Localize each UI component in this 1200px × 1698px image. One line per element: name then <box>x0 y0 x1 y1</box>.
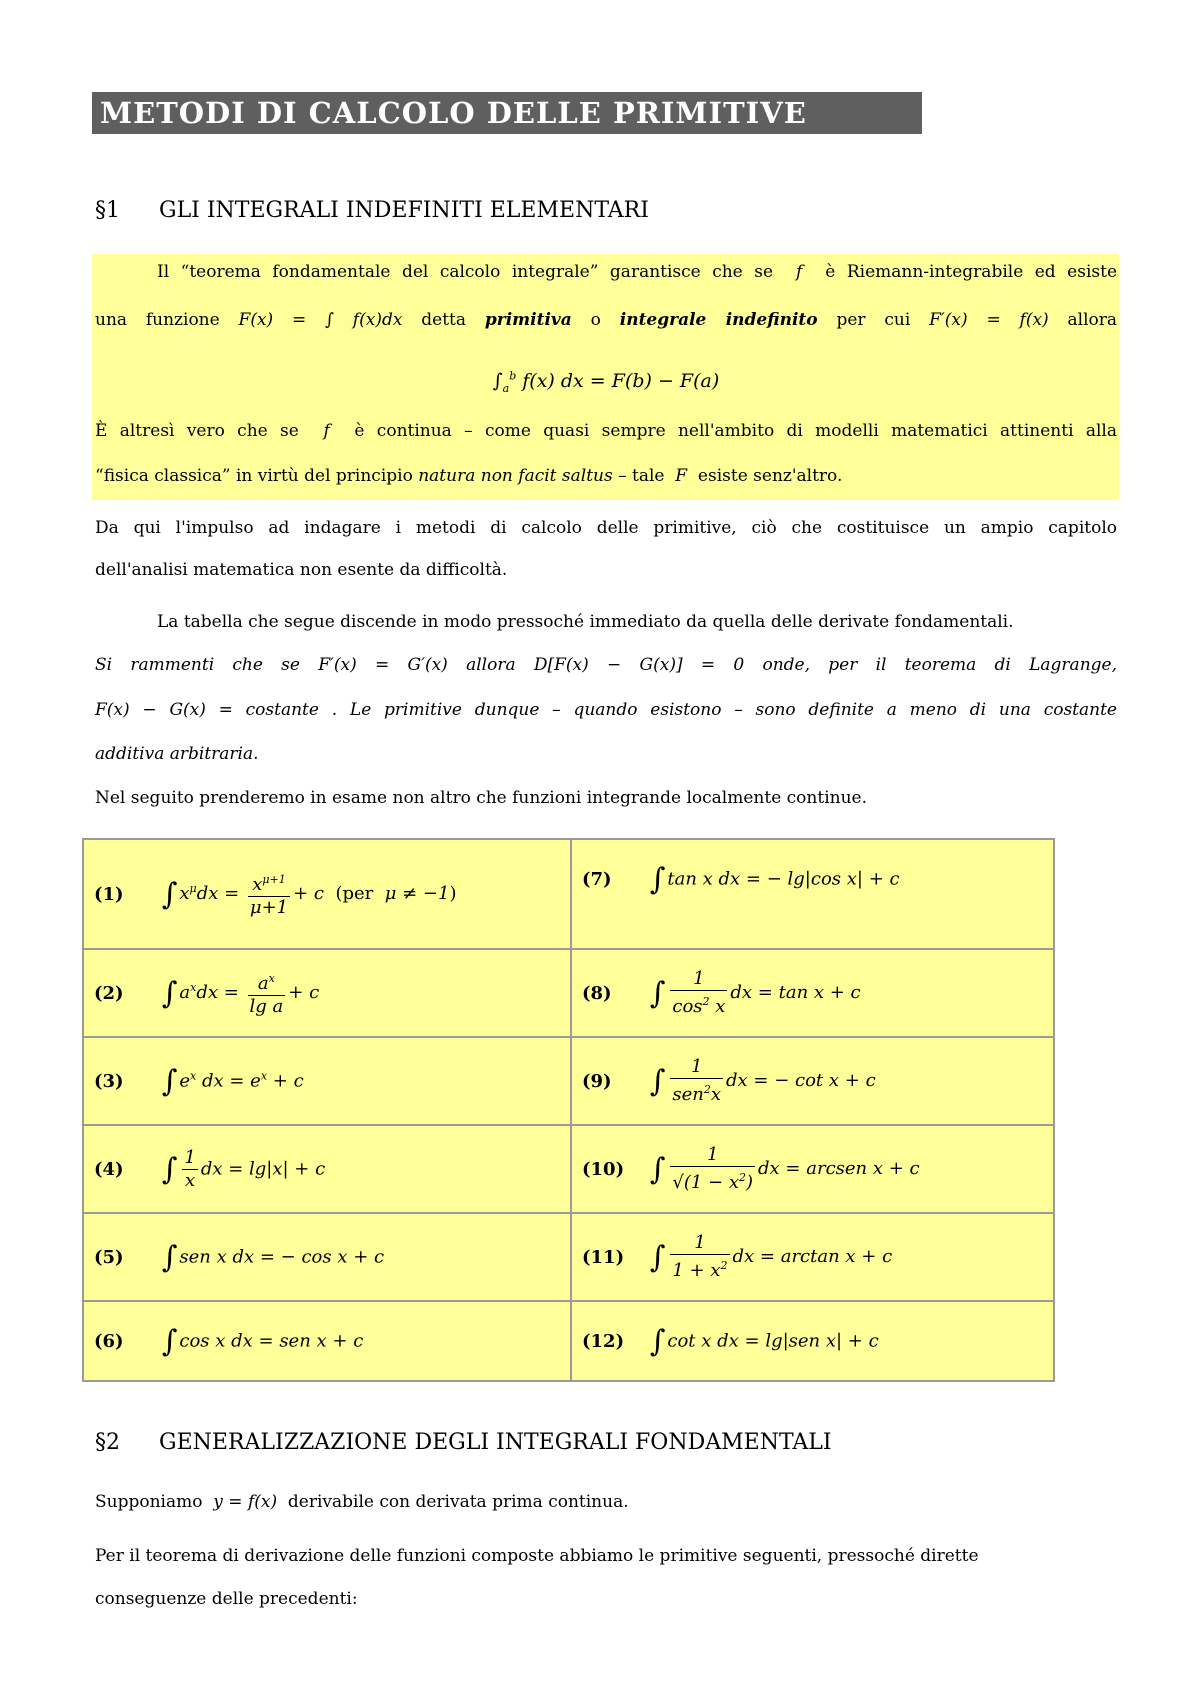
highlight-line-2 <box>95 308 1117 332</box>
math-f: f <box>784 262 814 282</box>
math-constant-difference: F(x) − G(x) = costante <box>95 700 319 720</box>
table-row <box>83 1301 1054 1381</box>
paragraph-text: . Le primitive dunque – quando esistono – sono definite a meno di una costante <box>331 700 1117 720</box>
formula-cell-11: (11) ∫ $\frac{1}{1 + x^2}$ dx = arctan x + c <box>571 1213 1054 1301</box>
highlight-text: è continua – come quasi sempre nell'ambito di modelli matematici attinenti alla <box>354 421 1117 441</box>
highlight-text: è Riemann-integrabile ed esiste <box>825 262 1118 282</box>
highlight-text: detta <box>421 310 467 330</box>
formula-cell-7: (7) ∫ tan x dx = − lg|cos x| + c <box>571 839 1054 949</box>
math-equal-derivatives: F′(x) = G′(x) <box>318 655 448 675</box>
formula-cell-3: (3) ∫ $e^x$ dx = $e^x + c$ <box>83 1037 571 1125</box>
section-2-number: §2 <box>95 1430 120 1455</box>
math-f: f <box>311 421 343 441</box>
highlight-line-5 <box>95 464 1117 488</box>
math-fundamental-theorem: $\int_a^b$ f(x) dx = F(b) − F(a) <box>492 370 720 396</box>
highlight-line-1 <box>95 260 1117 284</box>
formula-cell-10: (10) ∫ $\frac{1}{√(1 - x^2)}$ dx = arcsen x + c <box>571 1125 1054 1213</box>
math-difference-derivative: D[F(x) − G(x)] = 0 <box>533 655 745 675</box>
section-2-heading <box>95 1428 832 1458</box>
formula-table <box>82 838 1055 1382</box>
paragraph-3-line-4: additiva arbitraria. <box>95 744 259 764</box>
paragraph-text: Si rammenti che se <box>95 655 300 675</box>
formula-cell-5: (5) ∫ sen x dx = − cos x + c <box>83 1213 571 1301</box>
paragraph-3-line-1: La tabella che segue discende in modo pressoché immediato da quella delle derivate fondamentali. <box>157 612 1014 632</box>
paragraph-text: onde, per il teorema di Lagrange, <box>762 655 1117 675</box>
paragraph-3-line-2 <box>95 653 1117 677</box>
paragraph-text: Supponiamo <box>95 1492 203 1512</box>
highlight-text: esiste senz'altro. <box>697 466 843 486</box>
paragraph-3-line-3 <box>95 698 1117 722</box>
math-primitive-def: F(x) = ∫ f(x)dx <box>238 310 403 330</box>
highlight-text: – tale <box>618 466 665 486</box>
table-row <box>83 1125 1054 1213</box>
formula-cell-8: (8) ∫ $\frac{1}{\cos^2 x}$ dx = tan x + c <box>571 949 1054 1037</box>
formula-cell-6: (6) ∫ cos x dx = sen x + c <box>83 1301 571 1381</box>
paragraph-2-line-2: dell'analisi matematica non esente da difficoltà. <box>95 560 508 580</box>
paragraph-3-line-5: Nel seguito prenderemo in esame non altro che funzioni integrande localmente continue. <box>95 788 867 808</box>
latin-motto: natura non facit saltus <box>418 466 613 486</box>
section-1-number: §1 <box>95 198 120 223</box>
formula-cell-9: (9) ∫ $\frac{1}{sen^2x}$ dx = − cot x + c <box>571 1037 1054 1125</box>
section-2-line-1 <box>95 1490 1117 1514</box>
highlight-text: È altresì vero che se <box>95 421 299 441</box>
highlight-text: o <box>590 310 601 330</box>
term-integrale-indefinito: integrale indefinito <box>619 310 818 330</box>
highlight-text: Il “teorema fondamentale del calcolo integrale” garantisce che se <box>157 262 774 282</box>
formula-cell-2: (2) ∫ $a^xdx$ = $\frac{a^x}{\text{lg a}}$ + c <box>83 949 571 1037</box>
paragraph-text: allora <box>466 655 516 675</box>
section-2-line-2: Per il teorema di derivazione delle funzioni composte abbiamo le primitive seguenti, pressoché dirette <box>95 1546 979 1566</box>
highlight-text: “fisica classica” in virtù del principio <box>95 466 413 486</box>
section-2-line-3: conseguenze delle precedenti: <box>95 1589 358 1609</box>
highlight-text: allora <box>1067 310 1118 330</box>
math-derivative: F′(x) = f(x) <box>929 310 1049 330</box>
table-row <box>83 1213 1054 1301</box>
paragraph-2-line-1: Da qui l'impulso ad indagare i metodi di calcolo delle primitive, ciò che costituisce un ampio capitolo <box>95 518 1117 538</box>
math-F: F <box>669 466 693 486</box>
section-1-heading <box>95 196 649 226</box>
highlight-text: una funzione <box>95 310 220 330</box>
highlight-line-4 <box>95 419 1117 443</box>
term-primitiva: primitiva <box>484 310 572 330</box>
formula-cell-12: (12) ∫ cot x dx = lg|sen x| + c <box>571 1301 1054 1381</box>
highlight-text: per cui <box>836 310 911 330</box>
table-row <box>83 839 1054 949</box>
section-1-title: GLI INTEGRALI INDEFINITI ELEMENTARI <box>159 198 649 223</box>
section-2-title: GENERALIZZAZIONE DEGLI INTEGRALI FONDAMENTALI <box>159 1430 832 1455</box>
formula-cell-4: (4) ∫ $\frac{1}{x}$ dx = lg|x| + c <box>83 1125 571 1213</box>
formula-cell-1: (1) ∫ $x^\mu dx$ = $\frac{x^{\mu+1}}{\mu+1}$ + c (per μ ≠ −1) <box>83 839 571 949</box>
table-row <box>83 1037 1054 1125</box>
math-y-eq-fx: y = f(x) <box>207 1492 283 1512</box>
table-row <box>83 949 1054 1037</box>
document-title: METODI DI CALCOLO DELLE PRIMITIVE <box>92 92 922 134</box>
paragraph-text: derivabile con derivata prima continua. <box>287 1492 629 1512</box>
